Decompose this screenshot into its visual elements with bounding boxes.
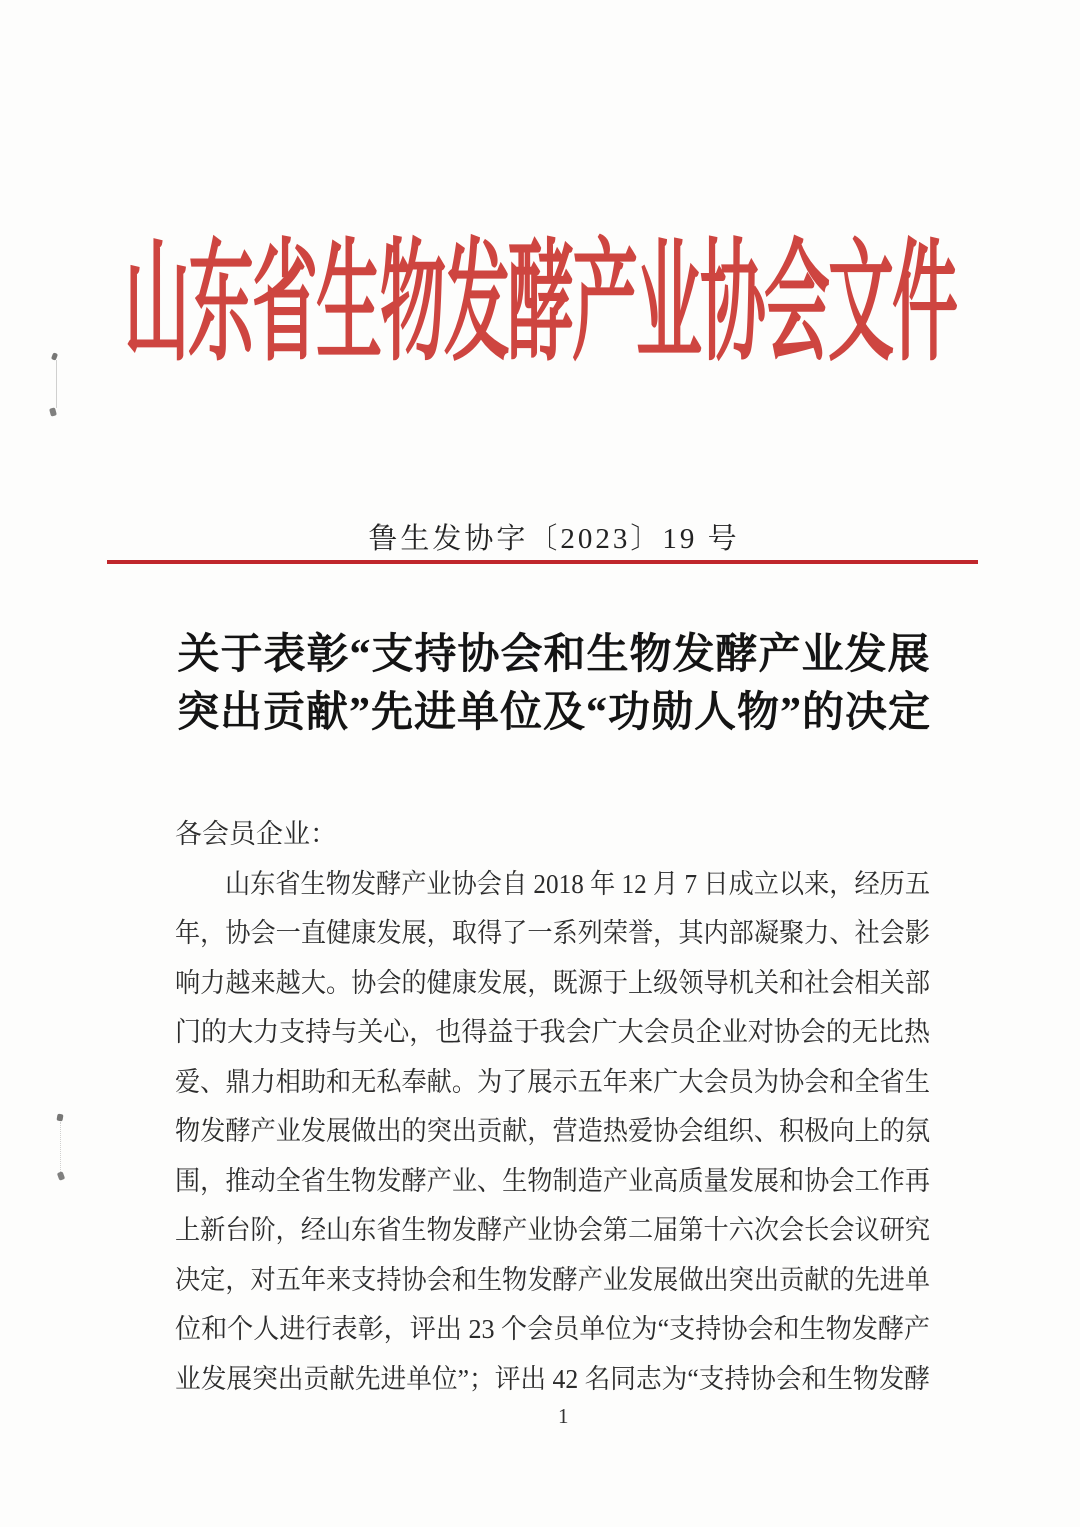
body-line [175,860,930,910]
scan-scratch [56,360,57,408]
body-line-text: 上新台阶，经山东省生物发酵产业协会第二届第十六次会长会议研究 [175,1215,930,1245]
scan-speck [57,1171,65,1181]
body-line [175,1107,930,1157]
body-line-text: 围，推动全省生物发酵产业、生物制造产业高质量发展和协会工作再 [175,1165,930,1196]
scan-speck [49,407,57,416]
body-line-text: 年，协会一直健康发展，取得了一系列荣誉，其内部凝聚力、社会影 [175,918,930,948]
body-line-text: 山东省生物发酵产业协会自 2018 年 12 月 7 日成立以来，经历五 [225,868,930,899]
body-text [175,810,930,1404]
body-line [175,909,930,959]
decision-title-line-2: 突出贡献”先进单位及“功勋人物”的决定 [176,690,931,736]
body-line-text: 响力越来越大。协会的健康发展，既源于上级领导机关和社会相关部 [175,967,930,998]
body-line [175,1157,930,1207]
scan-scratch [60,1122,62,1172]
body-line [175,1256,930,1306]
body-line-text: 决定，对五年来支持协会和生物发酵产业发展做出突出贡献的先进单 [175,1264,930,1295]
page-number: 1 [558,1404,569,1428]
body-line [175,959,930,1009]
body-line [175,1206,930,1256]
body-line [175,1355,930,1405]
scan-speck [56,1114,63,1122]
decision-title [14,626,1080,742]
body-line-text: 门的大力支持与关心，也得益于我会广大会员企业对协会的无比热 [175,1017,930,1047]
salutation: 各会员企业： [175,819,337,849]
body-line-text: 业发展突出贡献先进单位”；评出 42 名同志为“支持协会和生物发酵 [175,1363,930,1394]
document-number: 鲁生发协字〔2023〕19 号 [368,523,740,555]
body-line-text: 爱、鼎力相助和无私奉献。为了展示五年来广大会员为协会和全省生 [175,1066,930,1097]
body-line [175,1305,930,1355]
red-masthead-title: 山东省生物发酵产业协会文件 [124,232,956,378]
decision-title-line-1: 关于表彰“支持协会和生物发酵产业发展 [177,632,931,678]
red-divider-rule [107,560,978,564]
body-line [175,1008,930,1058]
body-line [175,1058,930,1108]
body-line-text: 位和个人进行表彰，评出 23 个会员单位为“支持协会和生物发酵产 [175,1314,930,1344]
body-line-text: 物发酵产业发展做出的突出贡献，营造热爱协会组织、积极向上的氛 [175,1116,930,1146]
